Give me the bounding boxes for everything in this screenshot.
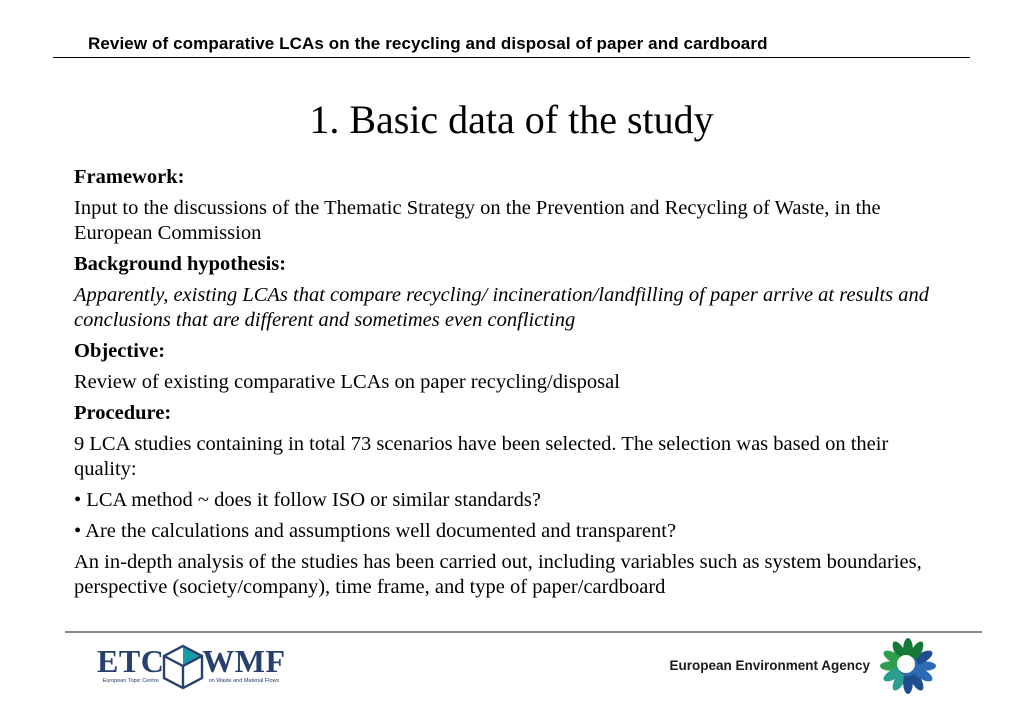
background-hypothesis-text: Apparently, existing LCAs that compare recycling/ incineration/landfilling of paper arrive at results and conclusions that are different and sometimes even conflicting (74, 284, 930, 331)
page-title: 1. Basic data of the study (309, 97, 714, 142)
cube-icon (161, 643, 205, 696)
wmf-block (202, 644, 285, 684)
procedure-label: Procedure: (74, 402, 172, 424)
procedure-text: 9 LCA studies containing in total 73 scenarios have been selected. The selection was based on their quality: (74, 433, 889, 480)
in-depth-analysis-text: An in-depth analysis of the studies has been carried out, including variables such as system boundaries, perspective (society/company), time frame, and type of paper/cardboard (74, 551, 922, 598)
header-divider (53, 57, 970, 58)
wmf-text: WMF (202, 643, 286, 679)
etc-wmf-logo (97, 644, 286, 697)
footer-divider (65, 631, 982, 633)
framework-text: Input to the discussions of the Thematic Strategy on the Prevention and Recycling of Waste, in the European Commission (74, 197, 881, 244)
objective-label: Objective: (74, 340, 166, 362)
framework-label: Framework: (74, 166, 185, 188)
background-hypothesis-label: Background hypothesis: (74, 253, 287, 275)
slide-body (74, 165, 938, 606)
eea-label: European Environment Agency (669, 658, 870, 673)
objective-text: Review of existing comparative LCAs on paper recycling/disposal (74, 371, 620, 393)
eea-logo (669, 637, 937, 700)
header-title: Review of comparative LCAs on the recycling and disposal of paper and cardboard (88, 34, 768, 53)
bullet-lca-method: • LCA method ~ does it follow ISO or similar standards? (74, 489, 541, 511)
eea-flower-icon (879, 637, 937, 700)
bullet-documentation: • Are the calculations and assumptions well documented and transparent? (74, 520, 677, 542)
etc-block (97, 644, 164, 684)
etc-text: ETC (97, 643, 165, 679)
etc-subtitle: European Topic Centre (102, 678, 159, 684)
wmf-subtitle: on Waste and Material Flows (208, 678, 280, 684)
